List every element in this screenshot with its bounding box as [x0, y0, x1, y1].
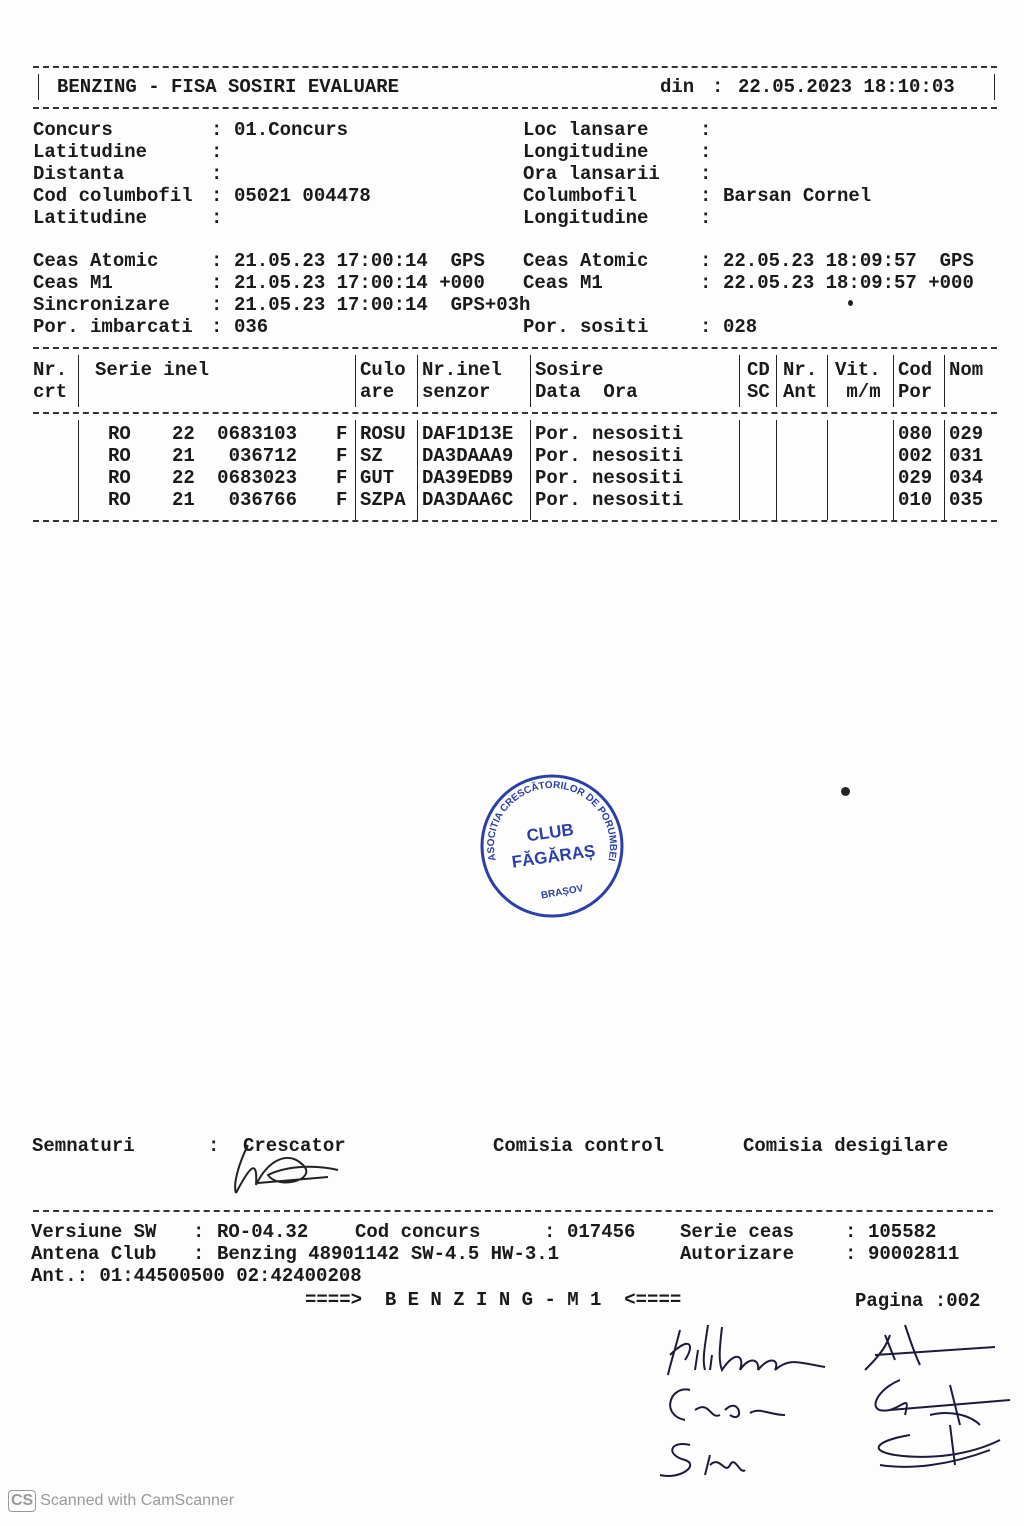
clock-label: Ceas M1 — [523, 272, 603, 294]
page-number: Pagina :002 — [855, 1290, 981, 1312]
scanner-watermark — [8, 1490, 234, 1512]
crescator-label: Crescator — [243, 1135, 346, 1157]
column-separator — [944, 355, 945, 407]
column-separator — [776, 355, 777, 407]
field-label: Longitudine — [523, 141, 649, 163]
ring-number: 0683103 — [217, 423, 297, 445]
colon: : — [211, 141, 223, 163]
sensor-ring: DA39EDB9 — [422, 467, 514, 489]
clock-value: 21.05.23 17:00:14 GPS — [234, 250, 485, 272]
colon: : — [211, 316, 223, 338]
clock-value: 036 — [234, 316, 269, 338]
pigeon-code: 029 — [898, 467, 933, 489]
ring-country: RO — [108, 445, 131, 467]
colon: : — [700, 185, 712, 207]
divider — [33, 1210, 993, 1212]
field-label: Ora lansarii — [523, 163, 660, 185]
clock-serial-label: Serie ceas — [680, 1221, 795, 1243]
divider — [33, 107, 997, 109]
colon: : — [211, 185, 223, 207]
divider — [33, 520, 997, 522]
divider — [994, 74, 995, 100]
svg-text:ASOCITIA CRESCĂTORILOR DE PORU: ASOCITIA CRESCĂTORILOR DE PORUMBEI — [485, 779, 619, 863]
column-separator — [944, 420, 945, 520]
column-separator — [355, 420, 356, 520]
clock-label: Ceas Atomic — [523, 250, 649, 272]
field-label: Longitudine — [523, 207, 649, 229]
sex: F — [336, 467, 348, 489]
signatures-label: Semnaturi — [32, 1135, 135, 1157]
sensor-ring: DAF1D13E — [422, 423, 514, 445]
ring-country: RO — [108, 423, 131, 445]
pigeon-color: ROSU — [360, 423, 406, 445]
nom-number: 035 — [949, 489, 984, 511]
field-label: Distanta — [33, 163, 125, 185]
commission-signatures — [650, 1315, 1020, 1485]
field-label: Columbofil — [523, 185, 638, 207]
column-separator — [417, 355, 418, 407]
watermark-text: Scanned with CamScanner — [40, 1492, 235, 1509]
authorization-label: Autorizare — [680, 1243, 795, 1265]
colon: : — [700, 163, 712, 185]
column-separator — [893, 420, 894, 520]
colon: : — [211, 250, 223, 272]
clock-value: 028 — [723, 316, 758, 338]
svg-text:FĂGĂRAȘ: FĂGĂRAȘ — [510, 841, 597, 872]
colon: : — [211, 207, 223, 229]
colon: : — [700, 250, 712, 272]
clock-label: Ceas M1 — [33, 272, 113, 294]
pigeon-color: GUT — [360, 467, 395, 489]
divider — [38, 74, 39, 100]
column-separator — [827, 355, 828, 407]
sensor-ring: DA3DAA6C — [422, 489, 514, 511]
column-header: m/m — [835, 381, 881, 403]
column-separator — [530, 420, 531, 520]
ring-number: 036766 — [228, 489, 297, 511]
column-header: Nr. — [33, 359, 68, 381]
colon: : — [700, 316, 712, 338]
column-header: Data Ora — [535, 381, 638, 403]
column-separator — [417, 420, 418, 520]
colon: : — [700, 119, 712, 141]
sw-version-label: Versiune SW — [31, 1221, 157, 1243]
ink-mark — [848, 300, 853, 306]
nom-number: 029 — [949, 423, 984, 445]
document-date: 22.05.2023 18:10:03 — [738, 76, 955, 98]
field-label: Concurs — [33, 119, 113, 141]
column-header: Nr.inel — [422, 359, 502, 381]
ring-country: RO — [108, 489, 131, 511]
arrival-status: Por. nesositi — [535, 467, 684, 489]
colon: : — [544, 1221, 556, 1243]
column-header: Cod — [898, 359, 933, 381]
arrival-status: Por. nesositi — [535, 489, 684, 511]
colon: : — [193, 1221, 205, 1243]
colon: : — [700, 207, 712, 229]
unsealing-commission-label: Comisia desigilare — [743, 1135, 949, 1157]
arrival-status: Por. nesositi — [535, 445, 684, 467]
ring-year: 22 — [172, 467, 195, 489]
column-separator — [355, 355, 356, 407]
document-title: BENZING - FISA SOSIRI EVALUARE — [57, 76, 400, 98]
colon: : — [211, 119, 223, 141]
column-header: Serie inel — [95, 359, 210, 381]
column-separator — [530, 355, 531, 407]
column-header: Nom — [949, 359, 984, 381]
colon: : — [208, 1135, 220, 1157]
column-header: are — [360, 381, 395, 403]
colon: : — [211, 272, 223, 294]
column-separator — [893, 355, 894, 407]
sex: F — [336, 489, 348, 511]
clock-value: 22.05.23 18:09:57 +000 — [723, 272, 974, 294]
ring-year: 22 — [172, 423, 195, 445]
field-label: Latitudine — [33, 141, 148, 163]
ring-number: 036712 — [228, 445, 297, 467]
ink-dot — [841, 787, 850, 796]
pigeon-code: 010 — [898, 489, 933, 511]
svg-text:BRAȘOV: BRAȘOV — [540, 883, 585, 902]
field-label: Loc lansare — [523, 119, 649, 141]
clock-value: 21.05.23 17:00:14 GPS+03h — [234, 294, 531, 316]
column-header: Culo — [360, 359, 406, 381]
column-header: Por — [898, 381, 933, 403]
contest-code-label: Cod concurs — [355, 1221, 481, 1243]
column-header: Vit. — [835, 359, 881, 381]
ring-number: 0683023 — [217, 467, 297, 489]
pigeon-color: SZPA — [360, 489, 406, 511]
column-header: CD — [747, 359, 770, 381]
field-value: 01.Concurs — [234, 119, 349, 141]
clock-value: 21.05.23 17:00:14 +000 — [234, 272, 485, 294]
control-commission-label: Comisia control — [493, 1135, 665, 1157]
clock-label: Por. sositi — [523, 316, 649, 338]
colon: : — [712, 76, 724, 98]
colon: : — [211, 163, 223, 185]
sex: F — [336, 423, 348, 445]
pigeon-code: 080 — [898, 423, 933, 445]
column-header: SC — [747, 381, 770, 403]
colon: : — [845, 1221, 857, 1243]
camscanner-logo: CS — [8, 1490, 36, 1512]
sex: F — [336, 445, 348, 467]
column-separator — [739, 420, 740, 520]
clock-label: Sincronizare — [33, 294, 170, 316]
colon: : — [700, 272, 712, 294]
column-separator — [78, 355, 79, 407]
nom-number: 031 — [949, 445, 984, 467]
arrival-status: Por. nesositi — [535, 423, 684, 445]
antenna-ids: Ant.: 01:44500500 02:42400208 — [31, 1265, 362, 1287]
colon: : — [700, 141, 712, 163]
date-label: din — [660, 76, 695, 98]
colon: : — [845, 1243, 857, 1265]
column-separator — [776, 420, 777, 520]
pigeon-code: 002 — [898, 445, 933, 467]
ring-year: 21 — [172, 489, 195, 511]
authorization: 90002811 — [868, 1243, 960, 1265]
column-header: Ant — [783, 381, 818, 403]
column-header: crt — [33, 381, 68, 403]
contest-code: 017456 — [567, 1221, 636, 1243]
club-stamp — [478, 772, 626, 920]
breeder-signature — [228, 1135, 358, 1200]
field-value: Barsan Cornel — [723, 185, 872, 207]
divider — [33, 347, 997, 349]
field-label: Latitudine — [33, 207, 148, 229]
column-header: Nr. — [783, 359, 818, 381]
brand-banner: ====> B E N Z I N G - M 1 <==== — [305, 1289, 682, 1311]
clock-label: Ceas Atomic — [33, 250, 159, 272]
column-separator — [739, 355, 740, 407]
svg-text:CLUB: CLUB — [525, 819, 575, 846]
clock-label: Por. imbarcati — [33, 316, 193, 338]
clock-value: 22.05.23 18:09:57 GPS — [723, 250, 974, 272]
clock-serial: 105582 — [868, 1221, 937, 1243]
nom-number: 034 — [949, 467, 984, 489]
column-separator — [78, 420, 79, 520]
sensor-ring: DA3DAAA9 — [422, 445, 514, 467]
field-value: 05021 004478 — [234, 185, 371, 207]
column-separator — [827, 420, 828, 520]
field-label: Cod columbofil — [33, 185, 193, 207]
divider — [33, 66, 997, 68]
ring-country: RO — [108, 467, 131, 489]
sw-version: RO-04.32 — [217, 1221, 309, 1243]
pigeon-color: SZ — [360, 445, 383, 467]
ring-year: 21 — [172, 445, 195, 467]
antenna-label: Antena Club — [31, 1243, 157, 1265]
column-header: senzor — [422, 381, 491, 403]
antenna: Benzing 48901142 SW-4.5 HW-3.1 — [217, 1243, 560, 1265]
divider — [33, 412, 997, 414]
column-header: Sosire — [535, 359, 604, 381]
colon: : — [193, 1243, 205, 1265]
colon: : — [211, 294, 223, 316]
